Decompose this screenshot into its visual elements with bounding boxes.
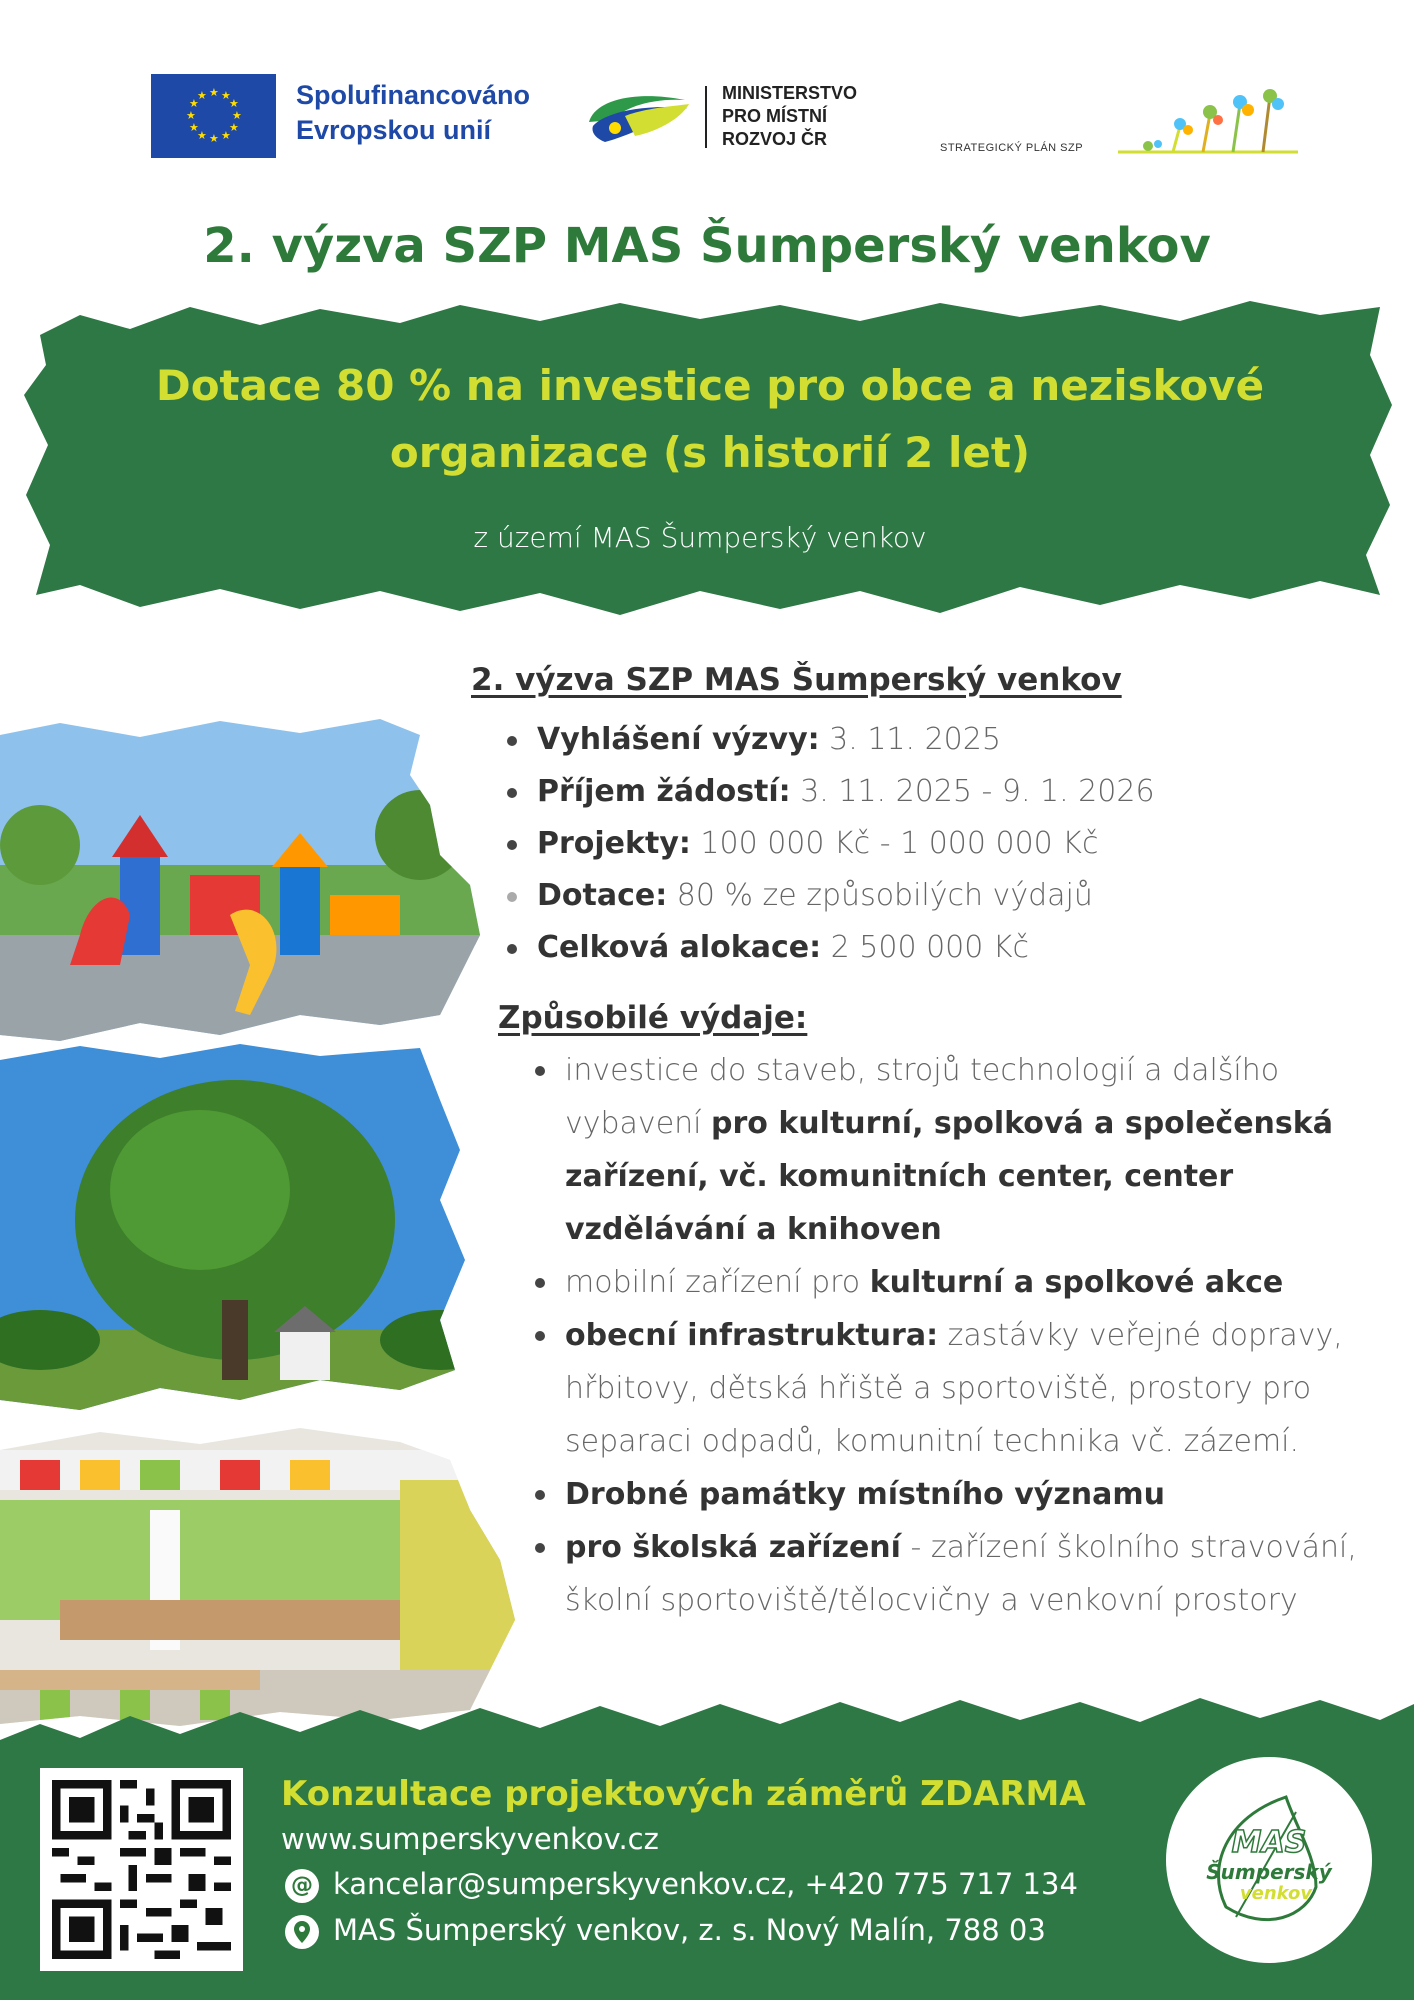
mmr-divider (705, 86, 707, 148)
list-item: investice do staveb, strojů technologií a dalšího vybavení pro kulturní, spolková a společenská zařízení, vč. komunitních center, center vzdělávání a knihoven (533, 1044, 1383, 1256)
szp-label: STRATEGICKÝ PLÁN SZP (940, 142, 1084, 154)
list-item: Dotace: 80 % ze způsobilých výdajů (505, 870, 1125, 922)
list-item: Celková alokace: 2 500 000 Kč (505, 922, 1125, 974)
location-pin-icon (285, 1915, 319, 1949)
list-item: mobilní zařízení pro kulturní a spolkové akce (533, 1256, 1383, 1309)
svg-text:★: ★ (197, 89, 207, 102)
consultation-heading: Konzultace projektových záměrů ZDARMA (281, 1774, 1086, 1814)
mmr-text: MINISTERSTVO PRO MÍSTNÍ ROZVOJ ČR (722, 83, 858, 149)
list-item: Vyhlášení výzvy: 3. 11. 2025 (505, 714, 1125, 766)
mmr-logo (585, 86, 693, 148)
info-list (505, 714, 1155, 974)
at-icon: @ (285, 1869, 319, 1903)
hero-heading: Dotace 80 % na investice pro obce a neziskové organizace (s historií 2 let) (155, 361, 1265, 477)
svg-text:★: ★ (221, 89, 231, 102)
contact-address (285, 1910, 1046, 1950)
svg-text:★: ★ (209, 132, 219, 145)
website-link[interactable]: www.sumperskyvenkov.cz (281, 1822, 659, 1856)
svg-text:★: ★ (209, 86, 219, 99)
list-item: Příjem žádostí: 3. 11. 2025 - 9. 1. 2026 (505, 766, 1125, 818)
mas-logo (1166, 1757, 1372, 1963)
svg-text:★: ★ (232, 109, 242, 122)
list-item: pro školská zařízení - zařízení školního stravování, školní sportoviště/tělocvičny a venkovní prostory (533, 1521, 1383, 1627)
svg-text:★: ★ (229, 121, 239, 134)
svg-text:★: ★ (186, 109, 196, 122)
eu-cofinanced-text: Spolufinancováno Evropskou unií (296, 80, 531, 145)
school-canteen-photo (0, 1420, 515, 1730)
email-phone-text[interactable]: kancelar@sumperskyvenkov.cz, +420 775 717 134 (333, 1867, 1078, 1901)
svg-text:Šumperský: Šumperský (1206, 1860, 1332, 1884)
szp-trees-logo (1118, 86, 1298, 158)
list-item: Projekty: 100 000 Kč - 1 000 000 Kč (505, 818, 1125, 870)
playground-photo (0, 715, 485, 1050)
svg-text:★: ★ (221, 129, 231, 142)
qr-code-pattern (52, 1780, 231, 1959)
info-heading: 2. výzva SZP MAS Šumperský venkov (471, 662, 1122, 698)
list-item: Drobné památky místního významu (533, 1468, 1383, 1521)
eligible-costs-heading: Způsobilé výdaje: (498, 1000, 808, 1036)
hero-subheading: z území MAS Šumperský venkov (473, 521, 927, 554)
svg-text:★: ★ (197, 129, 207, 142)
list-item: obecní infrastruktura: zastávky veřejné dopravy, hřbitovy, dětská hřiště a sportoviště, prostory pro separaci odpadů, komunitní technika vč. zázemí. (533, 1309, 1383, 1468)
address-text: MAS Šumperský venkov, z. s. Nový Malín, 788 03 (333, 1913, 1046, 1947)
eligible-costs-list (533, 1044, 1383, 1627)
svg-text:★: ★ (189, 97, 199, 110)
svg-text:★: ★ (229, 97, 239, 110)
svg-text:venkov: venkov (1239, 1883, 1313, 1904)
eu-flag-logo (151, 74, 276, 158)
contact-email-phone (285, 1864, 1078, 1904)
svg-text:★: ★ (189, 121, 199, 134)
tree-photo (0, 1040, 470, 1430)
svg-text:MAS: MAS (1231, 1825, 1307, 1860)
page-title: 2. výzva SZP MAS Šumperský venkov (203, 218, 1211, 274)
